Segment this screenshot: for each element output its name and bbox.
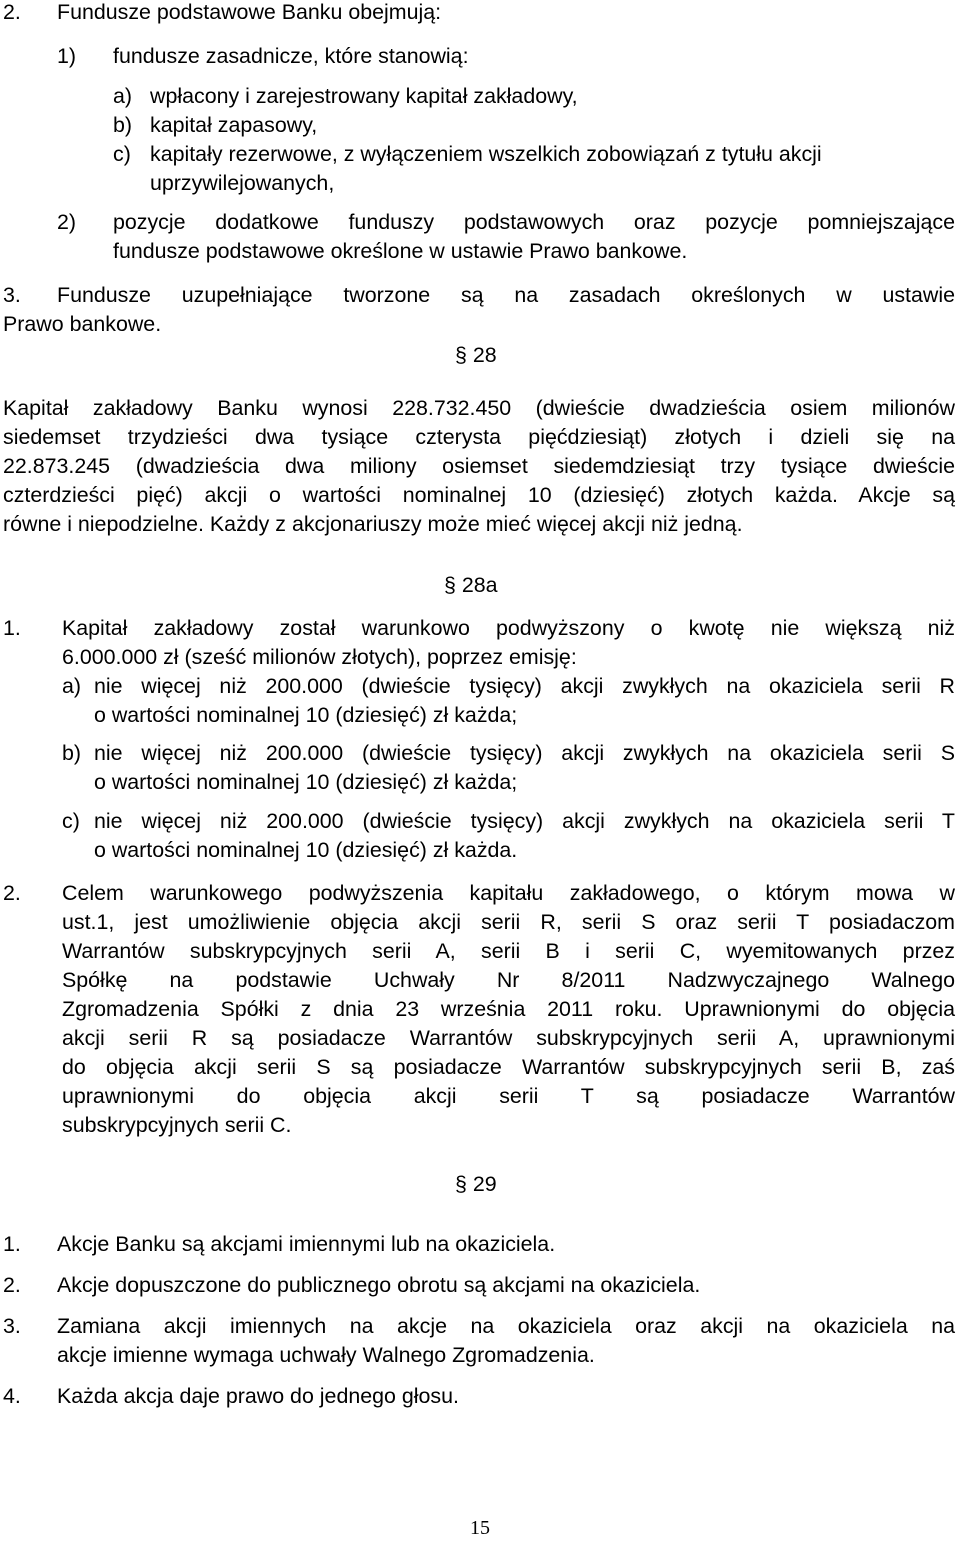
sec28a-c-letter: c) — [62, 809, 80, 833]
sec29-item-3-number: 3. — [3, 1314, 21, 1338]
sec28a-p2-line-1: Celem warunkowego podwyższenia kapitału zakładowego, o którym mowa w — [62, 881, 955, 905]
sec28a-p1-line-1: Kapitał zakładowy został warunkowo podwyższony o kwotę nie większą niż — [62, 616, 955, 640]
item-3-number: 3. — [3, 283, 21, 307]
sub-c-line-2: uprzywilejowanych, — [150, 171, 335, 195]
sub-c-line-1: kapitały rezerwowe, z wyłączeniem wszelkich zobowiązań z tytułu akcji — [150, 142, 822, 166]
sec29-item-2-number: 2. — [3, 1273, 21, 1297]
sec28a-p1-number: 1. — [3, 616, 21, 640]
sec29-item-3-line-1: Zamiana akcji imiennych na akcje na okaziciela oraz akcji na okaziciela na — [57, 1314, 955, 1338]
item-2-text: Fundusze podstawowe Banku obejmują: — [57, 0, 442, 24]
item-3-line-2: Prawo bankowe. — [3, 312, 162, 336]
sec28a-a-letter: a) — [62, 674, 82, 698]
item-2-number: 2. — [3, 0, 21, 24]
sec28a-c-line-2: o wartości nominalnej 10 (dziesięć) zł każda. — [94, 838, 518, 862]
sec28a-p2-line-6: akcji serii R są posiadacze Warrantów subskrypcyjnych serii A, uprawnionymi — [62, 1026, 955, 1050]
sec28a-c-line-1: nie więcej niż 200.000 (dwieście tysięcy) akcji zwykłych na okaziciela serii T — [94, 809, 955, 833]
sec28-line-2: siedemset trzydzieści dwa tysiące czterysta pięćdziesiąt) złotych i dzieli się na — [3, 425, 955, 449]
sec28-line-1: Kapitał zakładowy Banku wynosi 228.732.450 (dwieście dwadzieścia osiem milionów — [3, 396, 955, 420]
sec29-item-4-number: 4. — [3, 1384, 21, 1408]
sub-2-number: 2) — [57, 210, 77, 234]
sec28-line-5: równe i niepodzielne. Każdy z akcjonariuszy może mieć więcej akcji niż jedną. — [3, 512, 743, 536]
sec28a-p2-line-4: Spółkę na podstawie Uchwały Nr 8/2011 Nadzwyczajnego Walnego — [62, 968, 955, 992]
sec28a-p2-line-9: subskrypcyjnych serii C. — [62, 1113, 292, 1137]
item-3-line-1: Fundusze uzupełniające tworzone są na zasadach określonych w ustawie — [57, 283, 955, 307]
sub-b-letter: b) — [113, 113, 133, 137]
sec28-line-3: 22.873.245 (dwadzieścia dwa miliony osiemset siedemdziesiąt trzy tysiące dwieście — [3, 454, 955, 478]
sub-1-text: fundusze zasadnicze, które stanowią: — [113, 44, 469, 68]
section-sign: § — [455, 343, 467, 367]
sub-2-line-2: fundusze podstawowe określone w ustawie Prawo bankowe. — [113, 239, 688, 263]
sec29-item-1-text: Akcje Banku są akcjami imiennymi lub na okaziciela. — [57, 1232, 556, 1256]
section-29-heading — [455, 1170, 497, 1199]
sub-2-line-1: pozycje dodatkowe funduszy podstawowych oraz pozycje pomniejszające — [113, 210, 955, 234]
sec29-item-2-text: Akcje dopuszczone do publicznego obrotu są akcjami na okaziciela. — [57, 1273, 701, 1297]
sub-c-letter: c) — [113, 142, 131, 166]
sec28a-p2-line-2: ust.1, jest umożliwienie objęcia akcji serii R, serii S oraz serii T posiadaczom — [62, 910, 955, 934]
sec28a-b-letter: b) — [62, 741, 82, 765]
sec29-item-4-text: Każda akcja daje prawo do jednego głosu. — [57, 1384, 459, 1408]
section-sign: § — [455, 1172, 467, 1196]
sub-a-letter: a) — [113, 84, 133, 108]
section-28a-heading — [444, 571, 498, 600]
section-sign: § — [444, 573, 456, 597]
sec28a-b-line-2: o wartości nominalnej 10 (dziesięć) zł każda; — [94, 770, 518, 794]
section-28-number: 28 — [472, 343, 497, 367]
sub-b-text: kapitał zapasowy, — [150, 113, 318, 137]
sec28a-b-line-1: nie więcej niż 200.000 (dwieście tysięcy) akcji zwykłych na okaziciela serii S — [94, 741, 955, 765]
sec28a-p2-line-5: Zgromadzenia Spółki z dnia 23 września 2011 roku. Uprawnionymi do objęcia — [62, 997, 955, 1021]
sub-a-text: wpłacony i zarejestrowany kapitał zakładowy, — [150, 84, 578, 108]
section-29-number: 29 — [472, 1172, 497, 1196]
sec28a-p2-line-3: Warrantów subskrypcyjnych serii A, serii B i serii C, wyemitowanych przez — [62, 939, 955, 963]
sec28a-p2-line-7: do objęcia akcji serii S są posiadacze Warrantów subskrypcyjnych serii B, zaś — [62, 1055, 955, 1079]
page-number: 15 — [470, 1517, 490, 1539]
sec29-item-1-number: 1. — [3, 1232, 21, 1256]
sec28a-p2-line-8: uprawnionymi do objęcia akcji serii T są posiadacze Warrantów — [62, 1084, 955, 1108]
sec28a-a-line-2: o wartości nominalnej 10 (dziesięć) zł każda; — [94, 703, 518, 727]
sec29-item-3-line-2: akcje imienne wymaga uchwały Walnego Zgromadzenia. — [57, 1343, 595, 1367]
sec28a-p1-line-2: 6.000.000 zł (sześć milionów złotych), poprzez emisję: — [62, 645, 577, 669]
sub-1-number: 1) — [57, 44, 77, 68]
sec28a-a-line-1: nie więcej niż 200.000 (dwieście tysięcy) akcji zwykłych na okaziciela serii R — [94, 674, 955, 698]
section-28-heading — [455, 341, 497, 370]
sec28a-p2-number: 2. — [3, 881, 21, 905]
section-28a-number: 28a — [461, 573, 498, 597]
sec28-line-4: czterdzieści pięć) akcji o wartości nominalnej 10 (dziesięć) złotych każda. Akcje są — [3, 483, 955, 507]
